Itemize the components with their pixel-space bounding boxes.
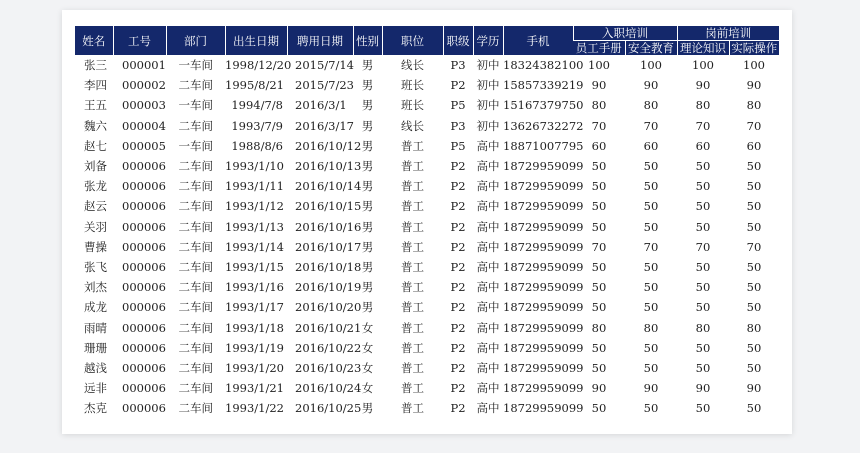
practice-score-cell[interactable]: 70 [746,239,762,254]
theory-score-cell[interactable]: 50 [695,401,711,416]
table-row [75,317,779,337]
dept-cell[interactable]: 二车间 [178,199,213,214]
handbook-score-cell[interactable]: 90 [591,78,607,93]
education-cell[interactable]: 高中 [476,179,500,194]
handbook-score-cell[interactable]: 50 [591,360,607,375]
practice-score-cell[interactable]: 50 [746,259,762,274]
group-header-onboarding[interactable]: 入职培训 [573,26,677,41]
position-cell[interactable]: 普工 [401,219,424,234]
table-row [75,136,779,156]
birth-cell[interactable]: 1998/12/20 [225,58,292,73]
col-header-dept[interactable]: 部门 [166,26,225,55]
theory-score-cell[interactable]: 50 [695,360,711,375]
handbook-score-cell[interactable]: 90 [591,381,607,396]
name-cell[interactable]: 张龙 [84,179,107,194]
name-cell[interactable]: 杰克 [84,401,107,416]
theory-score-cell[interactable]: 50 [695,219,711,234]
col-header-hire[interactable]: 聘用日期 [287,26,353,55]
safety-score-cell[interactable]: 80 [643,98,659,113]
birth-cell[interactable]: 1993/1/12 [225,199,284,214]
phone-cell[interactable]: 18729959099 [503,280,584,295]
handbook-score-cell[interactable]: 50 [591,159,607,174]
birth-cell[interactable]: 1993/7/9 [231,118,283,133]
employee-training-table [75,26,779,418]
name-cell[interactable]: 越浅 [84,360,107,375]
table-row [75,116,779,136]
handbook-score-cell[interactable]: 100 [588,58,610,73]
theory-score-cell[interactable]: 50 [695,340,711,355]
phone-cell[interactable]: 18729959099 [503,320,584,335]
safety-score-cell[interactable]: 70 [643,239,659,254]
id-cell[interactable]: 000006 [122,381,166,396]
safety-score-cell[interactable]: 70 [643,118,659,133]
hire-cell[interactable]: 2016/10/22 [295,340,362,355]
id-cell[interactable]: 000006 [122,320,166,335]
education-cell[interactable]: 高中 [476,340,500,355]
hire-cell[interactable]: 2016/10/13 [295,159,362,174]
position-cell[interactable]: 普工 [401,360,424,375]
birth-cell[interactable]: 1993/1/18 [225,320,284,335]
birth-cell[interactable]: 1993/1/21 [225,381,284,396]
safety-score-cell[interactable]: 60 [643,138,659,153]
safety-score-cell[interactable]: 50 [643,159,659,174]
safety-score-cell[interactable]: 50 [643,199,659,214]
dept-cell[interactable]: 一车间 [178,98,213,113]
theory-score-cell[interactable]: 50 [695,159,711,174]
table-row [75,217,779,237]
birth-cell[interactable]: 1993/1/11 [225,179,284,194]
position-cell[interactable]: 线长 [401,58,424,73]
id-cell[interactable]: 000006 [122,259,166,274]
id-cell[interactable]: 000006 [122,340,166,355]
handbook-score-cell[interactable]: 80 [591,98,607,113]
level-cell[interactable]: P2 [450,159,466,174]
col-header-safety[interactable]: 安全教育 [625,41,677,56]
practice-score-cell[interactable]: 50 [746,401,762,416]
birth-cell[interactable]: 1993/1/15 [225,259,284,274]
gender-cell[interactable]: 男 [361,219,374,234]
hire-cell[interactable]: 2016/10/19 [295,280,362,295]
dept-cell[interactable]: 二车间 [178,239,213,254]
dept-cell[interactable]: 二车间 [178,118,213,133]
practice-score-cell[interactable]: 50 [746,300,762,315]
theory-score-cell[interactable]: 50 [695,280,711,295]
dept-cell[interactable]: 二车间 [178,320,213,335]
position-cell[interactable]: 普工 [401,340,424,355]
safety-score-cell[interactable]: 50 [643,259,659,274]
safety-score-cell[interactable]: 50 [643,179,659,194]
practice-score-cell[interactable]: 50 [746,219,762,234]
phone-cell[interactable]: 15857339219 [503,78,584,93]
birth-cell[interactable]: 1993/1/20 [225,360,284,375]
theory-score-cell[interactable]: 80 [695,320,711,335]
col-header-id[interactable]: 工号 [113,26,166,55]
position-cell[interactable]: 普工 [401,300,424,315]
hire-cell[interactable]: 2016/10/14 [295,179,362,194]
safety-score-cell[interactable]: 50 [643,280,659,295]
col-header-phone[interactable]: 手机 [503,26,573,55]
handbook-score-cell[interactable]: 80 [591,320,607,335]
practice-score-cell[interactable]: 50 [746,199,762,214]
position-cell[interactable]: 普工 [401,239,424,254]
practice-score-cell[interactable]: 90 [746,381,762,396]
safety-score-cell[interactable]: 90 [643,78,659,93]
gender-cell[interactable]: 男 [361,138,374,153]
level-cell[interactable]: P2 [450,401,466,416]
id-cell[interactable]: 000006 [122,239,166,254]
dept-cell[interactable]: 二车间 [178,340,213,355]
hire-cell[interactable]: 2015/7/14 [295,58,354,73]
dept-cell[interactable]: 二车间 [178,219,213,234]
birth-cell[interactable]: 1993/1/16 [225,280,284,295]
col-header-handbook[interactable]: 员工手册 [573,41,625,56]
dept-cell[interactable]: 二车间 [178,360,213,375]
birth-cell[interactable]: 1994/7/8 [231,98,283,113]
birth-cell[interactable]: 1995/8/21 [225,78,284,93]
dept-cell[interactable]: 二车间 [178,78,213,93]
name-cell[interactable]: 赵七 [84,138,107,153]
birth-cell[interactable]: 1993/1/14 [225,239,284,254]
practice-score-cell[interactable]: 100 [743,58,765,73]
handbook-score-cell[interactable]: 50 [591,340,607,355]
handbook-score-cell[interactable]: 50 [591,199,607,214]
col-header-position[interactable]: 职位 [382,26,443,55]
education-cell[interactable]: 高中 [476,199,500,214]
theory-score-cell[interactable]: 70 [695,239,711,254]
hire-cell[interactable]: 2016/10/18 [295,259,362,274]
gender-cell[interactable]: 男 [361,300,374,315]
id-cell[interactable]: 000006 [122,401,166,416]
name-cell[interactable]: 李四 [84,78,107,93]
hire-cell[interactable]: 2016/10/16 [295,219,362,234]
col-header-name[interactable]: 姓名 [75,26,113,55]
safety-score-cell[interactable]: 50 [643,219,659,234]
dept-cell[interactable]: 二车间 [178,280,213,295]
table-row [75,277,779,297]
education-cell[interactable]: 高中 [476,360,500,375]
position-cell[interactable]: 普工 [401,320,424,335]
handbook-score-cell[interactable]: 50 [591,280,607,295]
phone-cell[interactable]: 18729959099 [503,219,584,234]
dept-cell[interactable]: 二车间 [178,381,213,396]
handbook-score-cell[interactable]: 50 [591,401,607,416]
id-cell[interactable]: 000006 [122,219,166,234]
level-cell[interactable]: P2 [450,199,466,214]
level-cell[interactable]: P5 [450,138,466,153]
hire-cell[interactable]: 2016/10/23 [295,360,362,375]
dept-cell[interactable]: 二车间 [178,259,213,274]
col-header-education[interactable]: 学历 [473,26,503,55]
gender-cell[interactable]: 男 [361,199,374,214]
gender-cell[interactable]: 男 [361,401,374,416]
gender-cell[interactable]: 男 [361,280,374,295]
practice-score-cell[interactable]: 50 [746,159,762,174]
position-cell[interactable]: 班长 [401,98,424,113]
birth-cell[interactable]: 1993/1/22 [225,401,284,416]
position-cell[interactable]: 普工 [401,179,424,194]
level-cell[interactable]: P2 [450,360,466,375]
position-cell[interactable]: 普工 [401,381,424,396]
phone-cell[interactable]: 18729959099 [503,239,584,254]
id-cell[interactable]: 000006 [122,199,166,214]
dept-cell[interactable]: 二车间 [178,179,213,194]
table-row [75,338,779,358]
position-cell[interactable]: 线长 [401,118,424,133]
dept-cell[interactable]: 一车间 [178,58,213,73]
theory-score-cell[interactable]: 50 [695,199,711,214]
hire-cell[interactable]: 2016/3/17 [295,118,354,133]
table-row [75,75,779,95]
safety-score-cell[interactable]: 90 [643,381,659,396]
gender-cell[interactable]: 男 [361,239,374,254]
name-cell[interactable]: 关羽 [84,219,107,234]
birth-cell[interactable]: 1988/8/6 [231,138,283,153]
birth-cell[interactable]: 1993/1/13 [225,219,284,234]
hire-cell[interactable]: 2016/10/24 [295,381,362,396]
table-row [75,55,779,75]
position-cell[interactable]: 普工 [401,199,424,214]
level-cell[interactable]: P2 [450,219,466,234]
gender-cell[interactable]: 女 [361,360,374,375]
level-cell[interactable]: P3 [450,118,466,133]
education-cell[interactable]: 高中 [476,401,500,416]
dept-cell[interactable]: 一车间 [178,138,213,153]
phone-cell[interactable]: 13626732272 [503,118,584,133]
name-cell[interactable]: 成龙 [84,300,107,315]
name-cell[interactable]: 张三 [84,58,107,73]
hire-cell[interactable]: 2016/10/12 [295,138,362,153]
education-cell[interactable]: 高中 [476,138,500,153]
safety-score-cell[interactable]: 50 [643,360,659,375]
hire-cell[interactable]: 2016/10/21 [295,320,362,335]
level-cell[interactable]: P2 [450,179,466,194]
name-cell[interactable]: 远非 [84,381,107,396]
education-cell[interactable]: 初中 [476,58,500,73]
gender-cell[interactable]: 男 [361,159,374,174]
name-cell[interactable]: 珊珊 [84,340,107,355]
level-cell[interactable]: P2 [450,340,466,355]
header-row [75,26,779,41]
hire-cell[interactable]: 2015/7/23 [295,78,354,93]
col-header-gender[interactable]: 性别 [353,26,382,55]
theory-score-cell[interactable]: 100 [692,58,714,73]
handbook-score-cell[interactable]: 50 [591,259,607,274]
table-row [75,156,779,176]
theory-score-cell[interactable]: 90 [695,78,711,93]
education-cell[interactable]: 初中 [476,98,500,113]
id-cell[interactable]: 000006 [122,360,166,375]
education-cell[interactable]: 高中 [476,381,500,396]
safety-score-cell[interactable]: 100 [640,58,662,73]
education-cell[interactable]: 高中 [476,239,500,254]
id-cell[interactable]: 000004 [122,118,166,133]
phone-cell[interactable]: 18729959099 [503,199,584,214]
level-cell[interactable]: P5 [450,98,466,113]
theory-score-cell[interactable]: 50 [695,300,711,315]
level-cell[interactable]: P2 [450,259,466,274]
level-cell[interactable]: P2 [450,239,466,254]
gender-cell[interactable]: 男 [361,259,374,274]
table-row [75,95,779,115]
id-cell[interactable]: 000005 [122,138,166,153]
phone-cell[interactable]: 18729959099 [503,381,584,396]
name-cell[interactable]: 曹操 [84,239,107,254]
table-row [75,358,779,378]
gender-cell[interactable]: 女 [361,340,374,355]
id-cell[interactable]: 000001 [122,58,166,73]
education-cell[interactable]: 高中 [476,320,500,335]
hire-cell[interactable]: 2016/10/20 [295,300,362,315]
id-cell[interactable]: 000006 [122,159,166,174]
handbook-score-cell[interactable]: 50 [591,179,607,194]
table-row [75,297,779,317]
dept-cell[interactable]: 二车间 [178,300,213,315]
table-row [75,176,779,196]
birth-cell[interactable]: 1993/1/10 [225,159,284,174]
phone-cell[interactable]: 18729959099 [503,360,584,375]
handbook-score-cell[interactable]: 50 [591,219,607,234]
level-cell[interactable]: P3 [450,58,466,73]
table-body [75,55,779,418]
level-cell[interactable]: P2 [450,320,466,335]
practice-score-cell[interactable]: 80 [746,320,762,335]
education-cell[interactable]: 高中 [476,259,500,274]
theory-score-cell[interactable]: 90 [695,381,711,396]
table-row [75,257,779,277]
col-header-theory[interactable]: 理论知识 [677,41,729,56]
theory-score-cell[interactable]: 60 [695,138,711,153]
practice-score-cell[interactable]: 80 [746,98,762,113]
phone-cell[interactable]: 18729959099 [503,340,584,355]
practice-score-cell[interactable]: 90 [746,78,762,93]
phone-cell[interactable]: 18729959099 [503,179,584,194]
id-cell[interactable]: 000003 [122,98,166,113]
phone-cell[interactable]: 18729959099 [503,401,584,416]
practice-score-cell[interactable]: 70 [746,118,762,133]
handbook-score-cell[interactable]: 70 [591,118,607,133]
safety-score-cell[interactable]: 50 [643,401,659,416]
name-cell[interactable]: 雨晴 [84,320,107,335]
safety-score-cell[interactable]: 50 [643,340,659,355]
gender-cell[interactable]: 男 [361,179,374,194]
education-cell[interactable]: 高中 [476,300,500,315]
safety-score-cell[interactable]: 80 [643,320,659,335]
dept-cell[interactable]: 二车间 [178,159,213,174]
theory-score-cell[interactable]: 50 [695,259,711,274]
table-row [75,196,779,216]
position-cell[interactable]: 普工 [401,159,424,174]
hire-cell[interactable]: 2016/10/25 [295,401,362,416]
name-cell[interactable]: 王五 [84,98,107,113]
level-cell[interactable]: P2 [450,78,466,93]
birth-cell[interactable]: 1993/1/17 [225,300,284,315]
theory-score-cell[interactable]: 80 [695,98,711,113]
position-cell[interactable]: 普工 [401,138,424,153]
position-cell[interactable]: 班长 [401,78,424,93]
theory-score-cell[interactable]: 70 [695,118,711,133]
practice-score-cell[interactable]: 50 [746,179,762,194]
gender-cell[interactable]: 女 [361,381,374,396]
hire-cell[interactable]: 2016/3/1 [295,98,347,113]
name-cell[interactable]: 赵云 [84,199,107,214]
handbook-score-cell[interactable]: 50 [591,300,607,315]
phone-cell[interactable]: 18729959099 [503,159,584,174]
sheet-card [62,10,792,434]
col-header-birth[interactable]: 出生日期 [225,26,287,55]
practice-score-cell[interactable]: 50 [746,340,762,355]
group-header-preposition[interactable]: 岗前培训 [677,26,779,41]
education-cell[interactable]: 高中 [476,219,500,234]
gender-cell[interactable]: 男 [361,58,374,73]
col-header-practice[interactable]: 实际操作 [729,41,779,56]
phone-cell[interactable]: 18729959099 [503,259,584,274]
level-cell[interactable]: P2 [450,381,466,396]
col-header-level[interactable]: 职级 [443,26,473,55]
name-cell[interactable]: 刘备 [84,159,107,174]
education-cell[interactable]: 初中 [476,78,500,93]
handbook-score-cell[interactable]: 60 [591,138,607,153]
education-cell[interactable]: 高中 [476,159,500,174]
hire-cell[interactable]: 2016/10/17 [295,239,362,254]
gender-cell[interactable]: 男 [361,98,374,113]
dept-cell[interactable]: 二车间 [178,401,213,416]
gender-cell[interactable]: 女 [361,320,374,335]
phone-cell[interactable]: 18729959099 [503,300,584,315]
name-cell[interactable]: 刘杰 [84,280,107,295]
id-cell[interactable]: 000006 [122,280,166,295]
level-cell[interactable]: P2 [450,280,466,295]
id-cell[interactable]: 000006 [122,179,166,194]
gender-cell[interactable]: 男 [361,78,374,93]
theory-score-cell[interactable]: 50 [695,179,711,194]
position-cell[interactable]: 普工 [401,280,424,295]
table-row [75,237,779,257]
hire-cell[interactable]: 2016/10/15 [295,199,362,214]
position-cell[interactable]: 普工 [401,259,424,274]
table-row [75,398,779,418]
practice-score-cell[interactable]: 50 [746,280,762,295]
phone-cell[interactable]: 15167379750 [503,98,584,113]
practice-score-cell[interactable]: 50 [746,360,762,375]
id-cell[interactable]: 000002 [122,78,166,93]
education-cell[interactable]: 高中 [476,280,500,295]
education-cell[interactable]: 初中 [476,118,500,133]
id-cell[interactable]: 000006 [122,300,166,315]
practice-score-cell[interactable]: 60 [746,138,762,153]
gender-cell[interactable]: 男 [361,118,374,133]
safety-score-cell[interactable]: 50 [643,300,659,315]
table-row [75,378,779,398]
level-cell[interactable]: P2 [450,300,466,315]
name-cell[interactable]: 魏六 [84,118,107,133]
position-cell[interactable]: 普工 [401,401,424,416]
phone-cell[interactable]: 18324382100 [503,58,584,73]
handbook-score-cell[interactable]: 70 [591,239,607,254]
birth-cell[interactable]: 1993/1/19 [225,340,284,355]
name-cell[interactable]: 张飞 [84,259,107,274]
phone-cell[interactable]: 18871007795 [503,138,584,153]
